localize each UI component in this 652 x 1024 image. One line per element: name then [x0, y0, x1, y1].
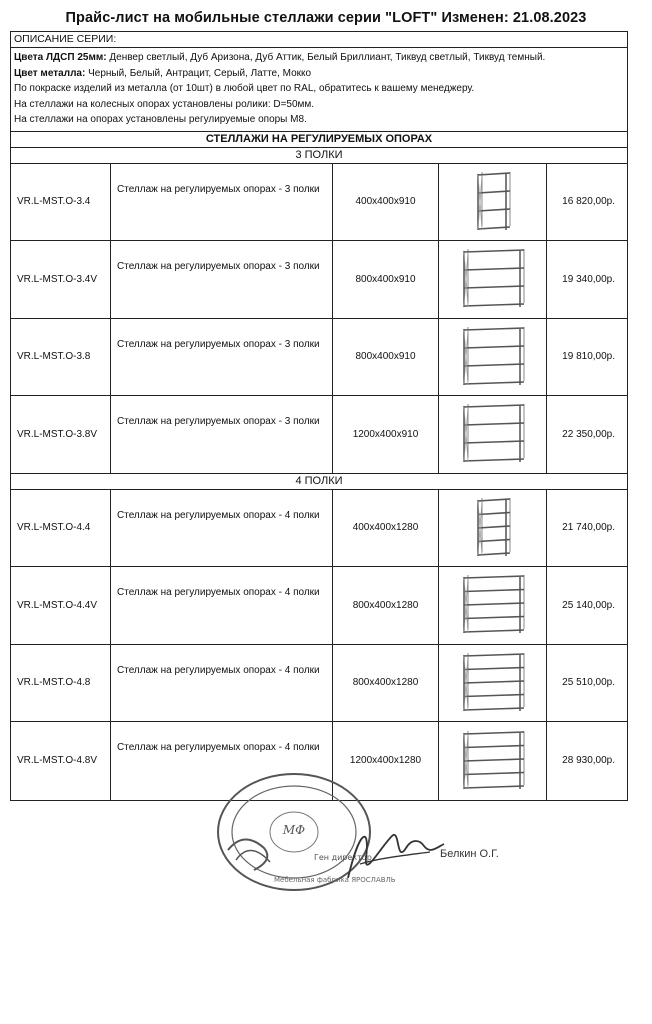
wide-shelf-icon [458, 247, 528, 311]
stamp-caption: Мебельная фабрика ЯРОСЛАВЛЬ [274, 876, 396, 884]
signature [340, 818, 450, 888]
product-row [11, 396, 627, 474]
metal-colors-label: Цвет металла: [14, 67, 86, 79]
product-image [439, 396, 547, 473]
product-code: VR.L-MST.O-3.8 [11, 319, 111, 396]
product-row [11, 567, 627, 645]
wide-shelf-icon [458, 325, 528, 389]
product-size: 400x400x910 [333, 164, 439, 241]
product-name: Стеллаж на регулируемых опорах - 4 полки [111, 490, 333, 567]
product-row [11, 241, 627, 319]
section-title: СТЕЛЛАЖИ НА РЕГУЛИРУЕМЫХ ОПОРАХ [11, 132, 627, 148]
ldsp-colors-text: Денвер светлый, Дуб Аризона, Дуб Аттик, Белый Бриллиант, Тиквуд светлый, Тиквуд темный. [106, 52, 546, 63]
product-name: Стеллаж на регулируемых опорах - 4 полки [111, 722, 333, 800]
wide-shelf-icon [458, 402, 528, 466]
product-code: VR.L-MST.O-3.4 [11, 164, 111, 241]
product-name: Стеллаж на регулируемых опорах - 4 полки [111, 645, 333, 722]
product-size: 1200x400x1280 [333, 722, 439, 800]
metal-colors-line [14, 66, 624, 82]
product-size: 800x400x910 [333, 319, 439, 396]
product-image [439, 567, 547, 644]
product-name: Стеллаж на регулируемых опорах - 4 полки [111, 567, 333, 644]
product-name: Стеллаж на регулируемых опорах - 3 полки [111, 319, 333, 396]
product-price: 25 140,00р. [562, 599, 615, 611]
product-size: 400x400x1280 [333, 490, 439, 567]
product-groups [11, 148, 627, 800]
note-wheels: На стеллажи на колесных опорах установлены ролики: D=50мм. [14, 98, 315, 110]
product-row [11, 319, 627, 397]
stamp-role: Ген директор [314, 853, 372, 862]
product-code: VR.L-MST.O-4.8V [11, 722, 111, 800]
product-size: 800x400x1280 [333, 645, 439, 722]
metal-colors-text: Черный, Белый, Антрацит, Серый, Латте, Мокко [85, 67, 312, 79]
product-price: 21 740,00р. [562, 522, 615, 534]
document-title: Прайс-лист на мобильные стеллажи серии "LOFT" Изменен: 21.08.2023 [65, 10, 587, 26]
product-code: VR.L-MST.O-4.4V [11, 567, 111, 644]
product-name: Стеллаж на регулируемых опорах - 3 полки [111, 396, 333, 473]
product-code: VR.L-MST.O-3.4V [11, 241, 111, 318]
product-price: 22 350,00р. [562, 428, 615, 440]
wide-shelf-icon [458, 729, 528, 793]
group-title: 3 ПОЛКИ [11, 148, 627, 164]
note-feet: На стеллажи на опорах установлены регулируемые опоры М8. [14, 114, 307, 125]
product-image [439, 722, 547, 800]
product-name: Стеллаж на регулируемых опорах - 3 полки [111, 241, 333, 318]
wide-shelf-icon [458, 651, 528, 715]
narrow-shelf-icon [458, 170, 528, 234]
product-image [439, 490, 547, 567]
product-code: VR.L-MST.O-3.8V [11, 396, 111, 473]
product-image [439, 164, 547, 241]
product-row [11, 164, 627, 242]
price-table [10, 31, 628, 801]
series-description [11, 48, 627, 132]
ldsp-colors-label: Цвета ЛДСП 25мм: [14, 52, 107, 63]
group-title: 4 ПОЛКИ [11, 474, 627, 490]
product-code: VR.L-MST.O-4.8 [11, 645, 111, 722]
product-row [11, 490, 627, 568]
product-price: 16 820,00р. [562, 196, 615, 208]
product-code: VR.L-MST.O-4.4 [11, 490, 111, 567]
stamp-monogram: МФ [282, 823, 306, 837]
narrow-shelf-icon [458, 496, 528, 560]
wide-shelf-icon [458, 573, 528, 637]
signer-name: Белкин О.Г. [440, 848, 499, 860]
product-price: 19 340,00р. [562, 273, 615, 285]
product-image [439, 319, 547, 396]
note-paint: По покраске изделий из металла (от 10шт) в любой цвет по RAL, обратитесь к вашему менеджеру. [14, 83, 475, 94]
description-header: ОПИСАНИЕ СЕРИИ: [11, 32, 627, 48]
product-size: 1200x400x910 [333, 396, 439, 473]
product-size: 800x400x910 [333, 241, 439, 318]
product-image [439, 241, 547, 318]
product-image [439, 645, 547, 722]
product-price: 28 930,00р. [562, 755, 615, 767]
product-price: 19 810,00р. [562, 351, 615, 363]
ldsp-colors-line [14, 50, 624, 66]
product-size: 800x400x1280 [333, 567, 439, 644]
product-price: 25 510,00р. [562, 677, 615, 689]
product-row [11, 645, 627, 723]
product-name: Стеллаж на регулируемых опорах - 3 полки [111, 164, 333, 241]
